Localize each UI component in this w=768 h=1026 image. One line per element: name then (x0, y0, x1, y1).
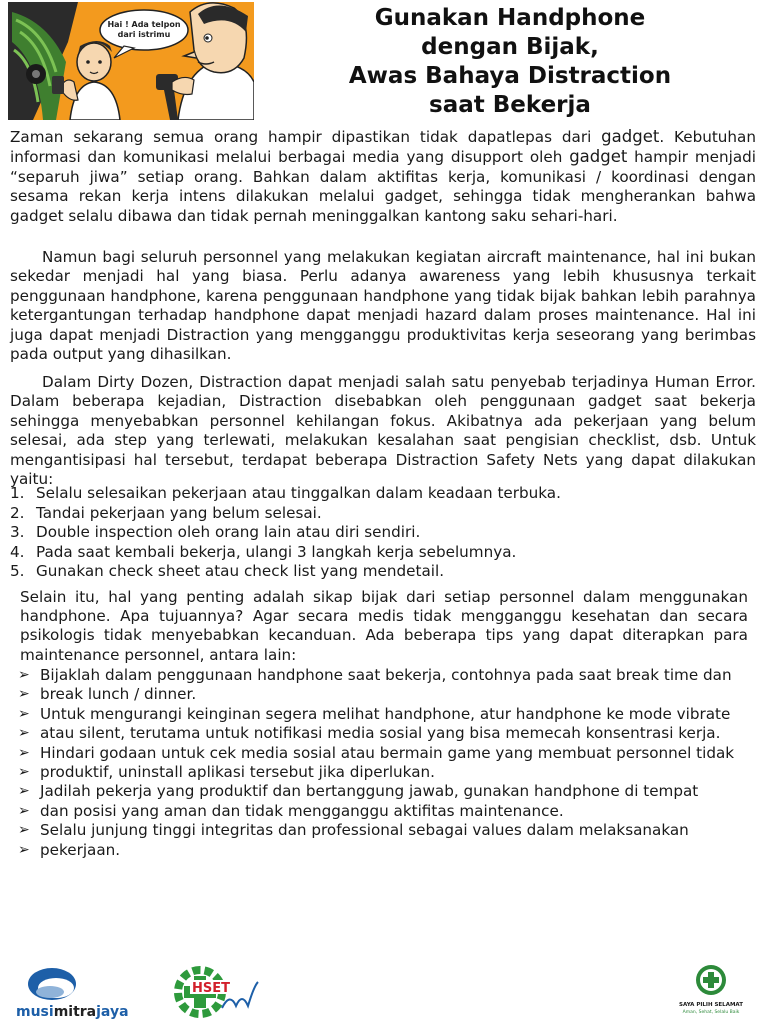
paragraph-tips-intro: Selain itu, hal yang penting adalah sikap bijak dari setiap personnel dalam menggunakan handphone. Apa tujuannya? Agar secara medis tidak mengganggu kesehatan dan secara psikologis tidak menyebabkan kecanduan. Ada beberapa tips yang dapat diterapkan para maintenance personnel, antara lain: (20, 588, 748, 664)
tip-text: pekerjaan. (40, 840, 121, 859)
sps-logo-mark (676, 962, 746, 1022)
tip-item (18, 667, 748, 684)
tip-item (18, 803, 748, 820)
saya-pilih-selamat-logo (676, 962, 746, 1022)
tip-text: Untuk mengurangi keinginan segera melihat handphone, atur handphone ke mode vibrate (40, 704, 731, 723)
tip-item (18, 842, 748, 859)
list-item (10, 504, 750, 524)
tip-item (18, 745, 748, 762)
hset-logo-mark (172, 962, 264, 1022)
list-item (10, 523, 750, 543)
list-item (10, 484, 750, 504)
arrowhead-bullet-icon: ➢ (18, 841, 30, 858)
tip-item (18, 725, 748, 742)
mmj-logo-mark (14, 962, 144, 1022)
title-line-4: saat Bekerja (429, 92, 591, 118)
svg-text:SAYA PILIH SELAMAT: SAYA PILIH SELAMAT (679, 1002, 743, 1008)
cartoon-illustration (8, 2, 254, 120)
arrowhead-bullet-icon: ➢ (18, 705, 30, 722)
intro-text-e: hampir menjadi “separuh jiwa” setiap orang. Bahkan dalam aktifitas kerja, komunikasi / koordinasi dengan sesama rekan kerja intens dilakukan melalui gadget, sehingga tidak mengherankan bahwa gadget selalu dibawa dan tidak pernah meninggalkan kantong saku sehari-hari. (10, 148, 757, 225)
list-text: Double inspection oleh orang lain atau diri sendiri. (36, 523, 421, 542)
hset-logo (172, 962, 264, 1022)
list-item (10, 543, 750, 563)
arrowhead-bullet-icon: ➢ (18, 667, 30, 683)
tip-text: Jadilah pekerja yang produktif dan bertanggung jawab, gunakan handphone di tempat (40, 782, 699, 801)
paragraph-dirty-dozen: Dalam Dirty Dozen, Distraction dapat menjadi salah satu penyebab terjadinya Human Error. Dalam beberapa kejadian, Distraction disebabkan oleh penggunaan gadget saat bekerja sehingga menyebabkan personnel kehilangan fokus. Akibatnya ada pekerjaan yang belum selesai, ada step yang terlewati, melakukan kesalahan saat pengisian checklist, dsb. Untuk mengantisipasi hal tersebut, terdapat beberapa Distraction Safety Nets yang dapat dilakukan yaitu: (10, 373, 756, 489)
arrowhead-bullet-icon: ➢ (18, 725, 30, 742)
list-number: 4. (10, 542, 25, 561)
intro-paragraph (10, 127, 756, 226)
intro-gadget-1: gadget (601, 127, 660, 146)
title-line-2: dengan Bijak, (421, 34, 599, 60)
cartoon-drawing (8, 2, 254, 120)
tip-text: Hindari godaan untuk cek media sosial atau bermain game yang membuat personnel tidak (40, 743, 735, 762)
tip-item (18, 686, 748, 703)
svg-text:Hai ! Ada telpon: Hai ! Ada telpon (107, 20, 181, 29)
arrowhead-bullet-icon: ➢ (18, 783, 30, 800)
tip-item (18, 822, 748, 839)
arrowhead-bullet-icon: ➢ (18, 686, 30, 703)
tip-text: break lunch / dinner. (40, 685, 197, 704)
arrowhead-bullet-icon: ➢ (18, 822, 30, 839)
list-item (10, 562, 750, 582)
tips-list (18, 667, 748, 859)
tip-text: Selalu junjung tinggi integritas dan professional sebagai values dalam melaksanakan (40, 821, 689, 840)
paragraph-aircraft-maintenance: Namun bagi seluruh personnel yang melakukan kegiatan aircraft maintenance, hal ini bukan sekedar menjadi hal yang biasa. Perlu adanya awareness yang lebih khususnya terkait penggunaan handphone, karena penggunaan handphone yang tidak bijak bahkan lebih parahnya ketergantungan terhadap handphone dapat menjadi hazard dalam proses maintenance. Hal ini juga dapat menjadi Distraction yang mengganggu produktivitas kerja seseorang yang berimbas pada output yang dihasilkan. (10, 248, 756, 364)
tip-item (18, 764, 748, 781)
title-line-1: Gunakan Handphone (374, 5, 646, 31)
svg-text:dari istrimu: dari istrimu (117, 30, 171, 39)
title-line-3: Awas Bahaya Distraction (348, 63, 672, 89)
arrowhead-bullet-icon: ➢ (18, 744, 30, 761)
tip-text: atau silent, terutama untuk notifikasi media sosial yang bisa memecah konsentrasi kerja. (40, 724, 721, 743)
list-number: 3. (10, 523, 25, 542)
tip-text: dan posisi yang aman dan tidak mengganggu aktifitas maintenance. (40, 801, 564, 820)
list-text: Pada saat kembali bekerja, ulangi 3 langkah kerja sebelumnya. (36, 542, 517, 561)
intro-gadget-2: gadget (569, 147, 628, 167)
list-number: 5. (10, 562, 25, 581)
tip-item (18, 783, 748, 800)
list-text: Tandai pekerjaan yang belum selesai. (36, 503, 322, 522)
list-text: Selalu selesaikan pekerjaan atau tinggalkan dalam keadaan terbuka. (36, 484, 561, 502)
arrowhead-bullet-icon: ➢ (18, 764, 30, 781)
musi-mitra-jaya-logo (14, 962, 144, 1022)
page-title (300, 4, 720, 120)
arrowhead-bullet-icon: ➢ (18, 802, 30, 819)
list-number: 2. (10, 503, 25, 522)
svg-text:Aman, Sehat, Selalu Baik: Aman, Sehat, Selalu Baik (682, 1010, 740, 1015)
svg-text:HSET: HSET (192, 981, 230, 996)
tip-text: Bijaklah dalam penggunaan handphone saat bekerja, contohnya pada saat break time dan (40, 666, 732, 684)
tip-item (18, 706, 748, 723)
svg-text:musimitrajaya: musimitrajaya (16, 1004, 129, 1020)
safety-nets-list (10, 484, 750, 582)
tip-text: produktif, uninstall aplikasi tersebut jika diperlukan. (40, 763, 435, 782)
list-text: Gunakan check sheet atau check list yang mendetail. (36, 562, 445, 581)
intro-text-c: . Kebutuhan informasi dan komunikasi melalui berbagai media yang disupport oleh (10, 128, 756, 167)
intro-text-a: Zaman sekarang semua orang hampir dipastikan tidak dapatlepas dari (10, 128, 602, 146)
list-number: 1. (10, 484, 25, 502)
